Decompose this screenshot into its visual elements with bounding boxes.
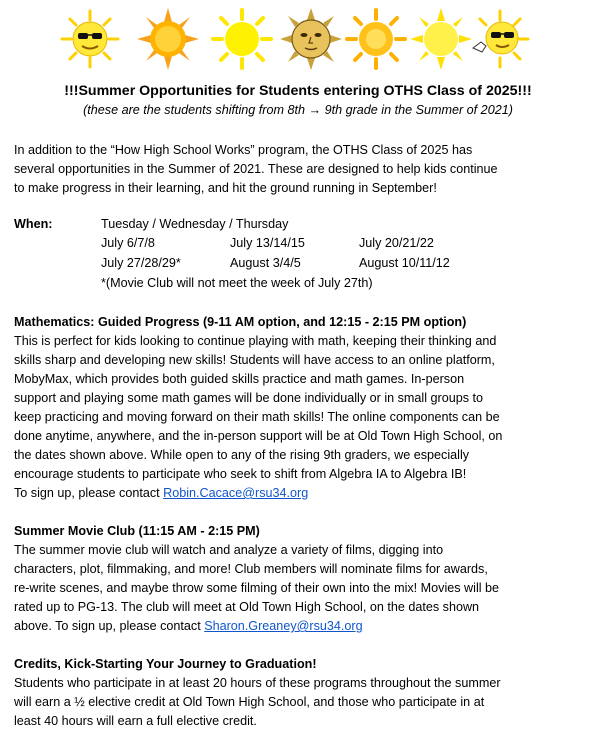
yellow-sun-icon xyxy=(410,8,472,70)
credits-heading: Credits, Kick-Starting Your Journey to Graduation! xyxy=(14,657,317,671)
credits-section xyxy=(14,655,586,731)
math-line: keep practicing and moving forward on their math skills! The online components can be xyxy=(14,410,500,424)
intro-line: In addition to the “How High School Works” program, the OTHS Class of 2025 has xyxy=(14,143,473,157)
math-line: the dates shown above. While open to any of the rising 9th graders, we especially xyxy=(14,448,470,462)
math-contact-email-link[interactable]: Robin.Cacace@rsu34.org xyxy=(163,486,309,500)
movie-heading: Summer Movie Club (11:15 AM - 2:15 PM) xyxy=(14,524,260,538)
sun-face-icon xyxy=(280,8,342,70)
credits-line: least 40 hours will earn a full elective credit. xyxy=(14,714,257,728)
schedule-date: August 10/11/12 xyxy=(359,256,450,270)
math-line: This is perfect for kids looking to continue playing with math, keeping their thinking and xyxy=(14,334,497,348)
movie-contact-email-link[interactable]: Sharon.Greaney@rsu34.org xyxy=(204,619,363,633)
sunglasses-sun-icon xyxy=(59,8,121,70)
schedule-days: Tuesday / Wednesday / Thursday xyxy=(101,217,289,231)
schedule-date: August 3/4/5 xyxy=(230,256,301,270)
schedule-date: July 20/21/22 xyxy=(359,236,434,250)
math-signup-text: To sign up, please contact xyxy=(14,486,164,500)
when-label: When: xyxy=(14,217,53,231)
schedule-date: July 27/28/29* xyxy=(101,256,181,270)
sun-clipart-row xyxy=(55,8,535,70)
movie-line: The summer movie club will watch and analyze a variety of films, digging into xyxy=(14,543,444,557)
math-section xyxy=(14,313,586,503)
orange-sun-icon xyxy=(345,8,407,70)
intro-line: to make progress in their learning, and hit the ground running in September! xyxy=(14,181,437,195)
page-title: !!!Summer Opportunities for Students entering OTHS Class of 2025!!! xyxy=(64,83,532,99)
math-line: done anytime, anywhere, and the in-person support will be at Old Town High School, on xyxy=(14,429,503,443)
math-line: skills sharp and developing new skills! Students will have access to an online platform, xyxy=(14,353,495,367)
orange-sun-icon xyxy=(137,8,199,70)
intro-line: several opportunities in the Summer of 2021. These are designed to help kids continue xyxy=(14,162,498,176)
movie-signup-text: above. To sign up, please contact xyxy=(14,619,205,633)
math-line: encourage students to participate who seek to shift from Algebra IA to Algebra IB! xyxy=(14,467,467,481)
credits-line: Students who participate in at least 20 hours of these programs throughout the summer xyxy=(14,676,501,690)
math-line: support and playing some math games will be done individually or in small groups to xyxy=(14,391,484,405)
schedule-date: July 13/14/15 xyxy=(230,236,305,250)
page-subtitle: (these are the students shifting from 8th → 9th grade in the Summer of 2021) xyxy=(83,103,513,117)
movie-line: re-write scenes, and maybe throw some filming of their own into the mix! Movies will be xyxy=(14,581,500,595)
movie-line: rated up to PG-13. The club will meet at Old Town High School, on the dates shown xyxy=(14,600,480,614)
sunglasses-sun-icon xyxy=(469,8,531,70)
movie-signup xyxy=(14,617,586,636)
movie-line: characters, plot, filmmaking, and more! Club members will nominate films for awards, xyxy=(14,562,488,576)
math-heading: Mathematics: Guided Progress (9-11 AM option, and 12:15 - 2:15 PM option) xyxy=(14,315,467,329)
yellow-sun-icon xyxy=(211,8,273,70)
schedule-note: *(Movie Club will not meet the week of July 27th) xyxy=(101,276,373,290)
credits-line: will earn a ½ elective credit at Old Town High School, and those who participate in at xyxy=(14,695,485,709)
schedule-date: July 6/7/8 xyxy=(101,236,155,250)
math-line: MobyMax, which provides both guided skills practice and math games. In-person xyxy=(14,372,465,386)
math-signup xyxy=(14,484,586,503)
movie-section xyxy=(14,522,586,636)
intro-paragraph xyxy=(14,141,586,198)
